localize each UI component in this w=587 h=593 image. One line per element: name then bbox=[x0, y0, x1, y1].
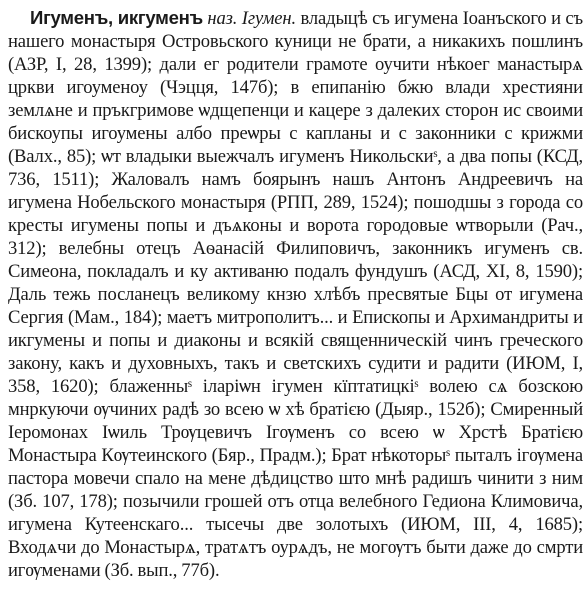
entry-citations: владыцѣ съ игумена Іоанъского и съ нашего монастыря Островьского куници не брати, а никакихъ пошлинъ (АЗР, І, 28, 1399); дали ег родители грамоте оучити нѣкоег манастырѧ цркви игоуменоу (Чэцця, 147б); в епипанію бжю влади хрестияни землѧне и пръкгримове ѡдщепенци и кацере з далеких сторон ис своими бискоупы игоумены албо преѡры с капланы и с законники с крижми (Валх., 85); ѡт владыки выежчалъ игуменъ Никольскиˢ, а два попы (КСД, 736, 1511); Жаловалъ намъ боярынъ нашъ Антонъ Андреевичъ на игумена Нобельского монастыря (РПП, 289, 1524); пошодшы з города со кресты игумены попы и дъѧконы и ворота городовые ѡтворыли (Рач., 312); велебны отецъ Аѳанасій Филиповичъ, законникъ игуменъ св. Симеона, покладалъ и ку активаню подалъ фундушъ (АСД, XI, 8, 1590); Даль тежь посланецъ великому кнзю хлѣбъ пресвятые Бцы от игумена Сергия (Мам., 184); маетъ митрополитъ... и Епископы и Архимандриты и икгумены и попы и диаконы и всякій священническій чинъ греческого закону, какъ и духовныхъ, такъ и светскихъ судити и радити (ИЮМ, І, 358, 1620); блаженныˢ іларіѡн ігумен кїптатицкіˢ волею сѧ бозскою мнркуючи ѹчиних радѣ зо всею ѡ хѣ братією (Дыяр., 152б); Смиренный Іеромонах Іѡиль Трѹцевичъ Ігѹменъ со всею ѡ Хрстѣ Братією Монастыра Кѹтеинского (Бяр., Прадм.); Брат нѣкоторыˢ пыталъ ігѹмена пастора мовечи спало на мене дѣдицство што мнѣ радишъ чинити з ним (Зб. 107, 178); позычили грошей отъ отца велебного Гедиона Климовича, игумена Кутеенскаго... тысечы две золотыхъ (ИЮМ, ІІІ, 4, 1685); Входѧчи до Монастырѧ, тратѧтъ оурѧдъ, не могѹтъ быти даже до смрти игѹменами (Зб. вып., 77б). bbox=[8, 8, 583, 581]
entry-gloss: Ігумен. bbox=[241, 8, 296, 29]
entry-headword: Игуменъ, икгуменъ bbox=[30, 7, 203, 28]
dictionary-entry bbox=[8, 6, 583, 582]
entry-part-of-speech: наз. bbox=[207, 8, 238, 29]
